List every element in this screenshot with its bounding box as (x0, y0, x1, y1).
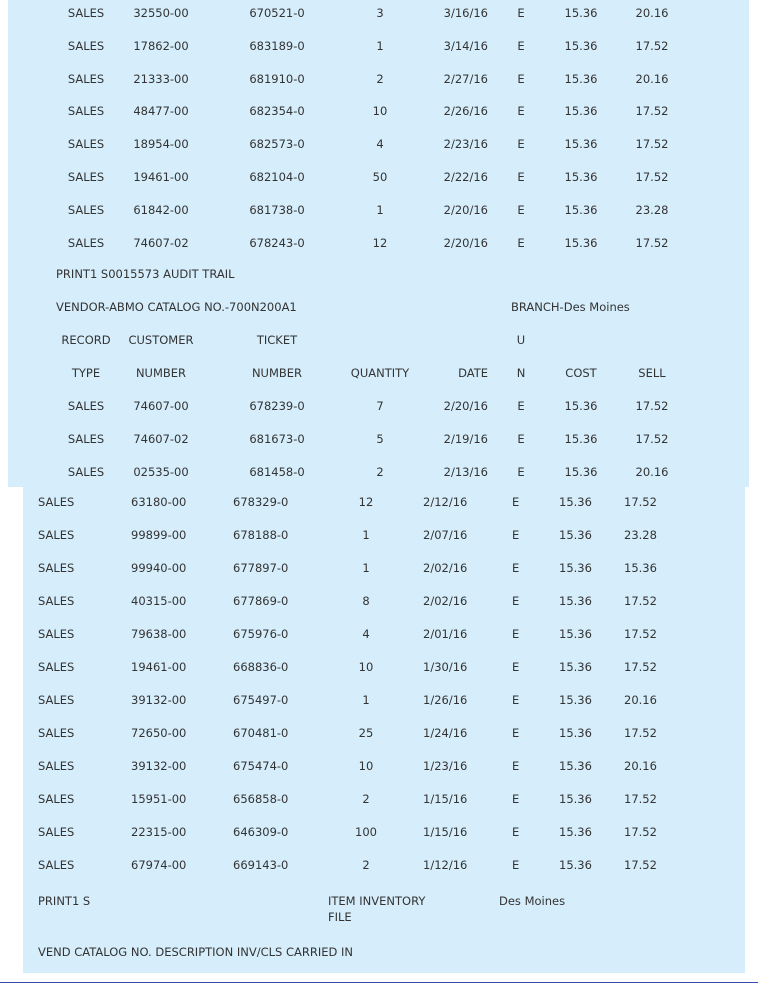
table-cell: 15.36 (564, 202, 598, 217)
table-cell: SALES (67, 170, 105, 184)
table-cell: 2/20/16 (443, 399, 488, 413)
table-cell: SALES (38, 495, 75, 509)
table-cell: 2/02/16 (423, 594, 468, 608)
column-header: DATE (458, 366, 488, 380)
table-cell: 18954-00 (133, 137, 189, 152)
table-cell: 17.52 (635, 235, 669, 250)
table-cell: 681738-0 (249, 202, 305, 217)
table-cell: 17.52 (624, 594, 657, 608)
table-row (0, 493, 758, 511)
table-cell: 1 (362, 561, 370, 575)
table-cell: 2/23/16 (443, 137, 488, 152)
table-cell: 681458-0 (249, 465, 305, 479)
table-cell: 17.52 (635, 137, 669, 152)
table-cell: 4 (362, 627, 370, 641)
table-cell: SALES (38, 726, 75, 740)
table-cell: 61842-00 (133, 202, 189, 217)
table-cell: SALES (38, 759, 75, 773)
header-row (0, 331, 758, 349)
table-row (0, 37, 758, 55)
table-cell: 17.52 (624, 627, 657, 641)
table-cell: 682354-0 (249, 104, 305, 119)
table-cell: E (512, 627, 520, 641)
table-cell: 17.52 (624, 792, 657, 806)
table-cell: 25 (358, 726, 374, 740)
vend-line: VEND CATALOG NO. DESCRIPTION INV/CLS CARRIED IN (38, 945, 354, 959)
table-cell: 681910-0 (249, 71, 305, 86)
table-cell: SALES (67, 137, 105, 152)
table-cell: SALES (38, 594, 75, 608)
table-cell: 17.52 (624, 660, 657, 674)
table-cell: 20.16 (635, 6, 669, 20)
table-cell: 677897-0 (233, 561, 289, 575)
print-label: PRINT1 S (38, 894, 91, 908)
table-row (0, 856, 758, 874)
table-cell: 15.36 (559, 561, 592, 575)
table-cell: E (517, 38, 525, 53)
table-cell: 19461-00 (131, 660, 187, 674)
table-cell: 15.36 (564, 38, 598, 53)
table-cell: E (517, 71, 525, 86)
table-cell: 682104-0 (249, 170, 305, 184)
table-cell: 17.52 (624, 825, 657, 839)
table-cell: 15.36 (559, 693, 592, 707)
table-cell: 2 (376, 465, 384, 479)
table-cell: SALES (38, 561, 75, 575)
table-cell: 22315-00 (131, 825, 187, 839)
table-row (0, 201, 758, 219)
table-cell: 50 (372, 170, 388, 184)
table-cell: E (512, 561, 520, 575)
table-row (0, 691, 758, 709)
table-cell: SALES (67, 104, 105, 119)
table-cell: 19461-00 (133, 170, 189, 184)
table-cell: 2/22/16 (443, 170, 488, 184)
table-cell: 17862-00 (133, 38, 189, 53)
table-cell: 32550-00 (133, 6, 189, 20)
table-row (0, 135, 758, 153)
table-cell: SALES (67, 202, 105, 217)
table-cell: 23.28 (635, 202, 669, 217)
table-cell: 1/30/16 (423, 660, 468, 674)
table-cell: 3/14/16 (443, 38, 488, 53)
table-cell: 4 (376, 137, 384, 152)
column-header: CUSTOMER (128, 333, 194, 347)
table-cell: 15.36 (624, 561, 657, 575)
table-cell: 2 (376, 71, 384, 86)
table-cell: 1/15/16 (423, 825, 468, 839)
table-cell: 2/02/16 (423, 561, 468, 575)
table-cell: 678239-0 (249, 399, 305, 413)
table-cell: 67974-00 (131, 858, 187, 872)
table-cell: 1 (376, 38, 384, 53)
table-cell: 1/24/16 (423, 726, 468, 740)
table-cell: SALES (38, 693, 75, 707)
table-cell: 48477-00 (133, 104, 189, 119)
table-cell: 15.36 (564, 71, 598, 86)
table-cell: 670521-0 (249, 6, 305, 20)
table-cell: 17.52 (635, 170, 669, 184)
table-cell: 15.36 (564, 6, 598, 20)
table-cell: 2/01/16 (423, 627, 468, 641)
table-cell: 15.36 (564, 104, 598, 119)
table-cell: 74607-02 (133, 235, 189, 250)
table-cell: SALES (67, 399, 105, 413)
vendor-line: VENDOR-ABMO CATALOG NO.-700N200A1 (56, 300, 297, 314)
table-cell: 02535-00 (133, 465, 189, 479)
column-header: N (516, 366, 526, 380)
column-header: TYPE (71, 366, 101, 380)
table-cell: 74607-00 (133, 399, 189, 413)
table-cell: 17.52 (624, 858, 657, 872)
table-cell: 12 (358, 495, 374, 509)
table-cell: E (512, 792, 520, 806)
table-cell: 2 (362, 858, 370, 872)
table-cell: SALES (67, 38, 105, 53)
table-cell: 15.36 (559, 594, 592, 608)
table-cell: SALES (38, 528, 75, 542)
table-cell: 2/12/16 (423, 495, 468, 509)
table-cell: 678329-0 (233, 495, 289, 509)
table-cell: SALES (38, 627, 75, 641)
table-cell: 20.16 (624, 693, 657, 707)
table-cell: 2/26/16 (443, 104, 488, 119)
table-row (0, 790, 758, 808)
table-cell: 675976-0 (233, 627, 289, 641)
table-cell: E (517, 170, 525, 184)
table-cell: 15.36 (564, 235, 598, 250)
table-cell: 1 (362, 693, 370, 707)
table-row (0, 625, 758, 643)
table-cell: E (517, 432, 525, 446)
table-cell: 20.16 (635, 71, 669, 86)
table-cell: 675497-0 (233, 693, 289, 707)
table-cell: E (517, 6, 525, 20)
table-row (0, 168, 758, 186)
table-row (0, 526, 758, 544)
table-cell: 683189-0 (249, 38, 305, 53)
table-cell: 15.36 (559, 858, 592, 872)
table-cell: 646309-0 (233, 825, 289, 839)
table-row (0, 724, 758, 742)
table-cell: SALES (38, 792, 75, 806)
table-row (0, 559, 758, 577)
table-cell: 668836-0 (233, 660, 289, 674)
table-cell: 15951-00 (131, 792, 187, 806)
table-cell: 17.52 (624, 726, 657, 740)
table-cell: 2/27/16 (443, 71, 488, 86)
item-inventory-label-file: FILE (328, 910, 352, 924)
table-cell: E (512, 594, 520, 608)
column-header: RECORD (61, 333, 111, 347)
table-cell: E (517, 137, 525, 152)
table-cell: 15.36 (559, 495, 592, 509)
table-cell: 2/20/16 (443, 235, 488, 250)
table-cell: 17.52 (635, 432, 669, 446)
table-cell: 15.36 (564, 465, 598, 479)
table-cell: 678243-0 (249, 235, 305, 250)
table-cell: SALES (38, 825, 75, 839)
item-inventory-label: ITEM INVENTORY (328, 894, 426, 908)
table-cell: E (512, 495, 520, 509)
table-cell: 20.16 (635, 465, 669, 479)
table-cell: 15.36 (559, 660, 592, 674)
table-cell: 2/20/16 (443, 202, 488, 217)
header-row (0, 364, 758, 382)
table-cell: E (512, 726, 520, 740)
table-cell: E (512, 693, 520, 707)
table-cell: 39132-00 (131, 759, 187, 773)
location-label: Des Moines (499, 894, 566, 908)
column-header: SELL (638, 366, 666, 380)
table-cell: 17.52 (635, 104, 669, 119)
table-cell: 21333-00 (133, 71, 189, 86)
table-cell: 3/16/16 (443, 6, 488, 20)
column-header: COST (565, 366, 597, 380)
table-cell: 681673-0 (249, 432, 305, 446)
table-cell: 15.36 (564, 137, 598, 152)
table-cell: 63180-00 (131, 495, 187, 509)
table-cell: 2/13/16 (443, 465, 488, 479)
table-cell: 682573-0 (249, 137, 305, 152)
table-cell: 15.36 (559, 528, 592, 542)
table-cell: 39132-00 (131, 693, 187, 707)
column-header: QUANTITY (350, 366, 410, 380)
branch-line: BRANCH-Des Moines (511, 300, 630, 314)
table-cell: SALES (67, 6, 105, 20)
table-cell: SALES (38, 660, 75, 674)
table-row (0, 70, 758, 88)
table-cell: 79638-00 (131, 627, 187, 641)
table-cell: 74607-02 (133, 432, 189, 446)
table-cell: E (517, 465, 525, 479)
table-cell: 10 (358, 660, 374, 674)
table-row (0, 658, 758, 676)
table-cell: 669143-0 (233, 858, 289, 872)
table-cell: SALES (38, 858, 75, 872)
table-cell: 10 (372, 104, 388, 119)
table-cell: 1 (376, 202, 384, 217)
table-cell: 10 (358, 759, 374, 773)
column-header: NUMBER (251, 366, 303, 380)
table-cell: SALES (67, 235, 105, 250)
table-cell: 15.36 (559, 759, 592, 773)
table-cell: 1/12/16 (423, 858, 468, 872)
table-cell: E (512, 528, 520, 542)
table-row (0, 757, 758, 775)
table-cell: E (512, 825, 520, 839)
column-header: TICKET (256, 333, 298, 347)
table-cell: E (512, 759, 520, 773)
table-cell: 100 (355, 825, 377, 839)
table-cell: E (517, 202, 525, 217)
table-cell: 678188-0 (233, 528, 289, 542)
table-cell: 677869-0 (233, 594, 289, 608)
table-cell: 1/26/16 (423, 693, 468, 707)
table-cell: 1 (362, 528, 370, 542)
table-cell: E (517, 399, 525, 413)
table-cell: 15.36 (559, 726, 592, 740)
table-cell: E (512, 858, 520, 872)
table-cell: 15.36 (559, 627, 592, 641)
column-header: U (516, 333, 526, 347)
table-row (0, 234, 758, 252)
table-cell: 12 (372, 235, 388, 250)
table-row (0, 430, 758, 448)
table-cell: 675474-0 (233, 759, 289, 773)
table-cell: 15.36 (564, 432, 598, 446)
table-cell: 15.36 (559, 825, 592, 839)
table-cell: 2/19/16 (443, 432, 488, 446)
table-cell: E (512, 660, 520, 674)
table-cell: 23.28 (624, 528, 657, 542)
table-cell: SALES (67, 465, 105, 479)
table-row (0, 397, 758, 415)
table-cell: SALES (67, 71, 105, 86)
table-cell: 40315-00 (131, 594, 187, 608)
table-cell: 8 (362, 594, 370, 608)
table-cell: SALES (67, 432, 105, 446)
table-row (0, 4, 758, 22)
table-row (0, 592, 758, 610)
table-cell: E (517, 235, 525, 250)
table-cell: 1/23/16 (423, 759, 468, 773)
table-cell: 17.52 (635, 399, 669, 413)
table-cell: 15.36 (564, 399, 598, 413)
table-row (0, 823, 758, 841)
table-cell: 72650-00 (131, 726, 187, 740)
table-cell: 99899-00 (131, 528, 187, 542)
column-header: NUMBER (135, 366, 187, 380)
table-cell: 656858-0 (233, 792, 289, 806)
table-cell: 3 (376, 6, 384, 20)
table-cell: 5 (376, 432, 384, 446)
table-cell: 1/15/16 (423, 792, 468, 806)
table-row (0, 463, 758, 481)
print-line: PRINT1 S0015573 AUDIT TRAIL (56, 267, 235, 281)
table-cell: 17.52 (635, 38, 669, 53)
table-row (0, 102, 758, 120)
table-cell: 17.52 (624, 495, 657, 509)
table-cell: 670481-0 (233, 726, 289, 740)
table-cell: 7 (376, 399, 384, 413)
table-cell: E (517, 104, 525, 119)
table-cell: 20.16 (624, 759, 657, 773)
table-cell: 99940-00 (131, 561, 187, 575)
table-cell: 2 (362, 792, 370, 806)
table-cell: 15.36 (559, 792, 592, 806)
table-cell: 15.36 (564, 170, 598, 184)
table-cell: 2/07/16 (423, 528, 468, 542)
